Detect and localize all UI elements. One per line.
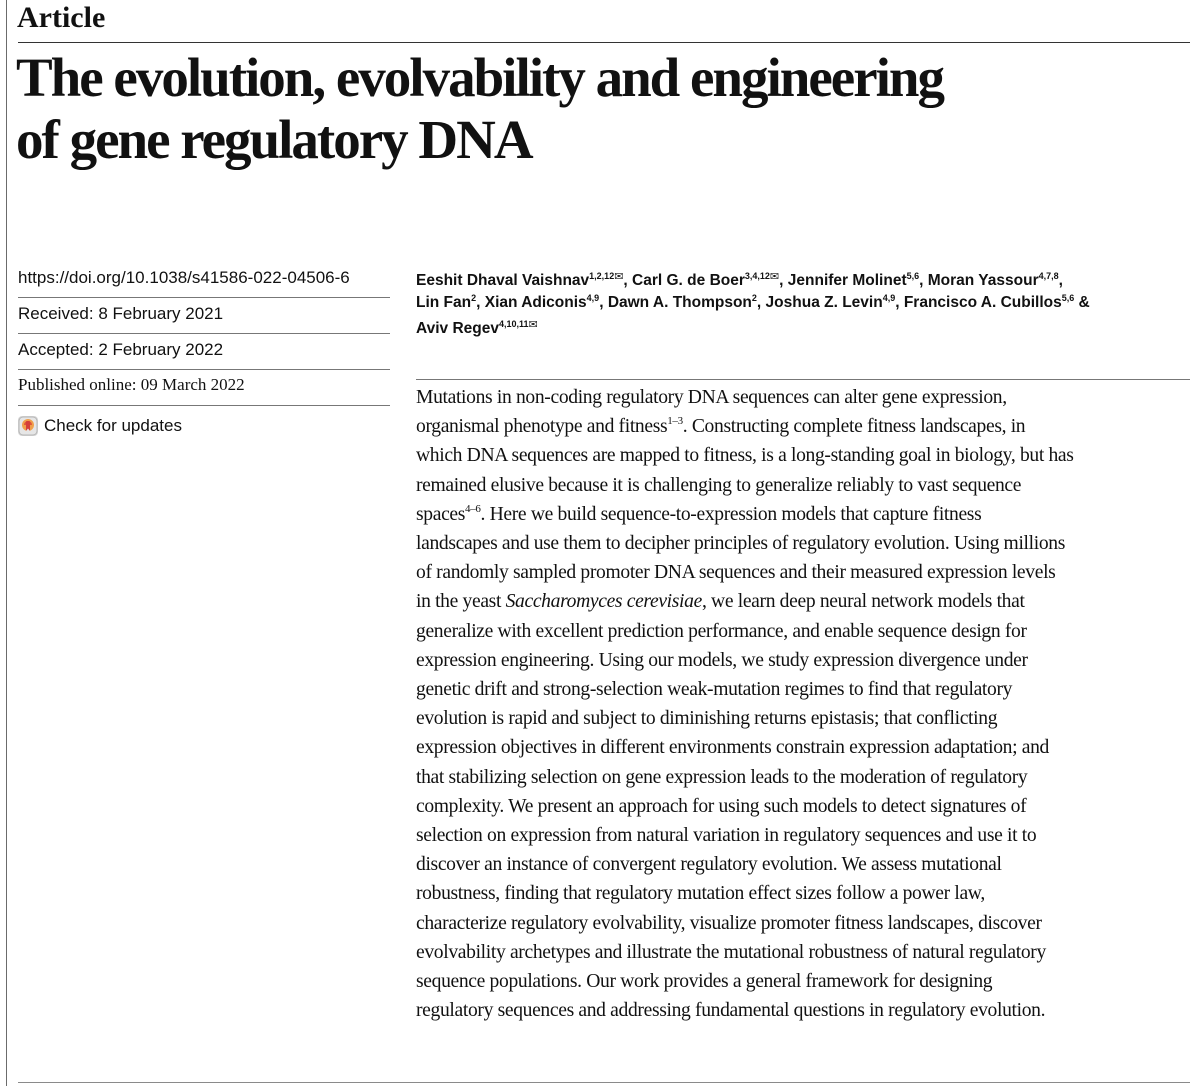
abstract-text: robustness, finding that regulatory mutation effect sizes follow a power law, — [416, 883, 985, 905]
footer-rule — [18, 1082, 1190, 1083]
email-icon[interactable]: ✉ — [769, 271, 780, 283]
article-metadata — [18, 262, 390, 442]
citation-reference[interactable]: 4–6 — [465, 502, 481, 515]
abstract-text: spaces — [416, 503, 466, 525]
author-separator: , — [895, 294, 904, 311]
abstract-text: which DNA sequences are mapped to fitness, is a long-standing goal in biology, but has — [416, 445, 1074, 467]
author-name[interactable]: Moran Yassour — [927, 272, 1039, 289]
author-name[interactable]: Francisco A. Cubillos — [903, 294, 1062, 311]
header-rule — [18, 42, 1190, 43]
author-affiliation: 5,6 — [1061, 293, 1075, 303]
abstract-line — [416, 646, 1186, 675]
author-affiliation: 4,10,11 — [499, 319, 529, 329]
abstract-line — [416, 675, 1186, 704]
author-separator: , — [476, 294, 485, 311]
author-name[interactable]: Aviv Regev — [416, 320, 499, 337]
author-affiliation: 3,4,12 — [744, 271, 770, 281]
title-line-1: The evolution, evolvability and engineering — [16, 47, 943, 108]
abstract-text: organismal phenotype and fitness — [416, 416, 668, 438]
abstract-text: of randomly sampled promoter DNA sequences and their measured expression levels — [416, 562, 1056, 584]
abstract-line — [416, 383, 1186, 412]
abstract-line — [416, 500, 1186, 529]
email-icon[interactable]: ✉ — [614, 271, 624, 283]
abstract-line — [416, 850, 1186, 879]
abstract-line — [416, 821, 1186, 850]
abstract-text: in the yeast — [416, 591, 506, 613]
author-list — [416, 266, 1176, 340]
abstract-line — [416, 441, 1186, 470]
crossmark-icon — [18, 416, 38, 436]
author-separator: , — [623, 272, 633, 289]
abstract — [416, 383, 1186, 1025]
abstract-text: landscapes and use them to decipher principles of regulatory evolution. Using millions — [416, 533, 1065, 555]
abstract-line — [416, 704, 1186, 733]
check-for-updates-button[interactable] — [18, 406, 390, 442]
author-separator: , — [1058, 272, 1063, 289]
author-separator: , — [919, 272, 928, 289]
abstract-text: expression objectives in different environments constrain expression adaptation; and — [416, 737, 1049, 759]
author-name[interactable]: Lin Fan — [416, 294, 472, 311]
abstract-line — [416, 587, 1186, 616]
abstract-line — [416, 938, 1186, 967]
abstract-text: evolution is rapid and subject to diminishing returns epistasis; that conflicting — [416, 708, 998, 730]
abstract-text: evolvability archetypes and illustrate the mutational robustness of natural regulatory — [416, 941, 1046, 963]
author-name[interactable]: Eeshit Dhaval Vaishnav — [416, 272, 590, 289]
doi-link[interactable]: https://doi.org/10.1038/s41586-022-04506-6 — [18, 262, 390, 298]
abstract-line — [416, 529, 1186, 558]
abstract-line — [416, 879, 1186, 908]
author-separator: , — [756, 294, 766, 311]
abstract-text: that stabilizing selection on gene expression leads to the moderation of regulatory — [416, 766, 1028, 788]
abstract-line — [416, 763, 1186, 792]
abstract-text: selection on expression from natural variation in regulatory sequences and use it to — [416, 825, 1037, 847]
abstract-line — [416, 558, 1186, 587]
received-date: Received: 8 February 2021 — [18, 298, 390, 334]
author-name[interactable]: Carl G. de Boer — [632, 272, 745, 289]
abstract-text: sequence populations. Our work provides a general framework for designing — [416, 971, 993, 993]
citation-reference[interactable]: 1–3 — [667, 415, 683, 428]
author-separator: , — [779, 272, 788, 289]
check-for-updates-label: Check for updates — [44, 416, 182, 435]
author-affiliation: 1,2,12 — [589, 271, 615, 281]
abstract-text: discover an instance of convergent regulatory evolution. We assess mutational — [416, 854, 1002, 876]
email-icon[interactable]: ✉ — [528, 319, 538, 331]
author-name[interactable]: Jennifer Molinet — [787, 272, 907, 289]
abstract-rule — [416, 379, 1190, 380]
author-name[interactable]: Dawn A. Thompson — [607, 294, 752, 311]
author-affiliation: 4,7,8 — [1038, 271, 1059, 281]
abstract-text: complexity. We present an approach for using such models to detect signatures of — [416, 795, 1027, 817]
author-name[interactable]: Joshua Z. Levin — [765, 294, 883, 311]
author-affiliation: 5,6 — [906, 271, 920, 281]
title-line-2: of gene regulatory DNA — [16, 109, 532, 170]
abstract-text: Mutations in non-coding regulatory DNA sequences can alter gene expression, — [416, 387, 1007, 408]
abstract-text: . Here we build sequence-to-expression models that capture fitness — [480, 503, 982, 525]
abstract-text: , we learn deep neural network models that — [701, 591, 1025, 613]
accepted-date: Accepted: 2 February 2022 — [18, 334, 390, 370]
author-affiliation: 4,9 — [882, 293, 896, 303]
abstract-text: generalize with excellent prediction performance, and enable sequence design for — [416, 620, 1027, 642]
abstract-line — [416, 909, 1186, 938]
abstract-text: expression engineering. Using our models, we study expression divergence under — [416, 649, 1028, 671]
published-date: Published online: 09 March 2022 — [18, 370, 390, 406]
author-separator: & — [1074, 294, 1090, 311]
abstract-text: . Constructing complete fitness landscapes, in — [682, 416, 1026, 438]
author-affiliation: 2 — [471, 293, 477, 303]
author-separator: , — [599, 294, 608, 311]
abstract-text: regulatory sequences and addressing fundamental questions in regulatory evolution. — [416, 1000, 1046, 1022]
species-name: Saccharomyces cerevisiae — [505, 591, 702, 613]
abstract-text: characterize regulatory evolvability, visualize promoter fitness landscapes, discover — [416, 912, 1042, 934]
author-affiliation: 4,9 — [586, 293, 600, 303]
abstract-line — [416, 792, 1186, 821]
abstract-line — [416, 471, 1186, 500]
abstract-line — [416, 412, 1186, 441]
left-margin-rule — [6, 0, 7, 1086]
article-type-label: Article — [17, 1, 106, 34]
abstract-text: remained elusive because it is challenging to generalize reliably to vast sequence — [416, 474, 1022, 496]
abstract-line — [416, 733, 1186, 762]
abstract-text: genetic drift and strong-selection weak-mutation regimes to find that regulatory — [416, 679, 1013, 701]
author-affiliation: 2 — [751, 293, 757, 303]
abstract-line — [416, 617, 1186, 646]
author-name[interactable]: Xian Adiconis — [484, 294, 587, 311]
abstract-line — [416, 996, 1186, 1025]
article-title — [16, 47, 1191, 171]
abstract-line — [416, 967, 1186, 996]
